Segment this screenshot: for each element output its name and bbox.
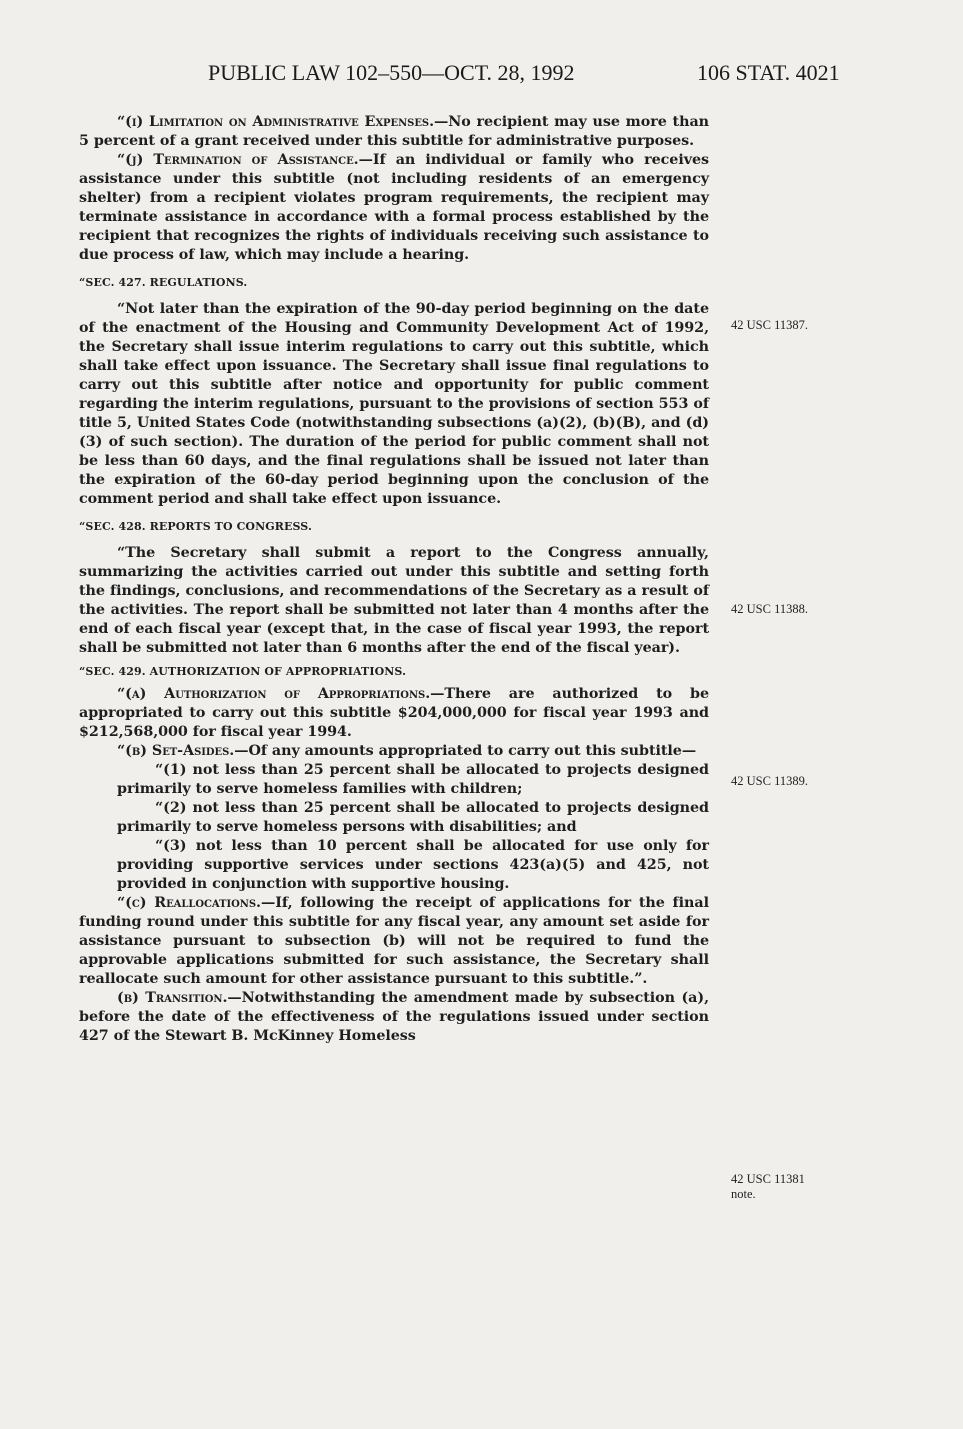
page-header [0, 60, 963, 90]
transition-paragraph [79, 989, 709, 1046]
transition-text: —Notwithstanding the amendment made by subsection (a), before the date of the effectiveness of the regulations issued under section 427 of the Stewart B. McKinney Homeless [79, 990, 710, 1044]
paragraph-j [79, 151, 709, 265]
subsection-b-heading: “(b) Set-Asides. [117, 743, 235, 759]
transition-heading: (b) Transition. [117, 990, 228, 1006]
section-427-heading: “SEC. 427. REGULATIONS. [79, 276, 248, 289]
paragraph-i-heading: “(i) Limitation on Administrative Expenses. [117, 114, 435, 130]
subsection-b-text: —Of any amounts appropriated to carry out this subtitle— [234, 743, 697, 759]
body-text [79, 113, 709, 1046]
paragraph-j-text: —If an individual or family who receives assistance under this subtitle (not including residents of an emergency shelter) from a recipient violates program requirements, the recipient may terminate assistance in accordance with a formal process established by the recipient that recognizes the rights of individuals receiving such assistance to due process of law, which may include a hearing. [79, 152, 709, 263]
header-stat-citation: 106 STAT. 4021 [697, 60, 840, 85]
margin-note-428: 42 USC 11388. [731, 602, 808, 616]
subsection-c-heading: “(c) Reallocations. [117, 895, 261, 911]
margin-note-429: 42 USC 11389. [731, 774, 808, 788]
subsection-a-text: —There are authorized to be appropriated to carry out this subtitle $204,000,000 for fiscal year 1993 and $212,568,000 for fiscal year 1994. [79, 686, 709, 740]
paragraph-i [79, 113, 709, 151]
subsection-a [79, 685, 709, 742]
subsection-c [79, 894, 709, 989]
subsection-b-item-2: “(2) not less than 25 percent shall be allocated to projects designed primarily to serve homeless persons with disabilities; and [117, 800, 709, 835]
subsection-c-text: —If, following the receipt of applications for the final funding round under this subtitle for any fiscal year, any amount set aside for assistance pursuant to subsection (b) will not be required to fund the approvable applications submitted for such assistance, the Secretary shall reallocate such amount for other assistance pursuant to this subtitle.”. [79, 895, 709, 987]
section-428-text: “The Secretary shall submit a report to the Congress annually, summarizing the activities carried out under this subtitle and setting forth the findings, conclusions, and recommendations of the Secretary as a result of the activities. The report shall be submitted not later than 4 months after the end of each fiscal year (except that, in the case of fiscal year 1993, the report shall be submitted not later than 6 months after the end of the fiscal year). [79, 545, 709, 656]
margin-note-transition [731, 1172, 805, 1202]
section-429-heading: “SEC. 429. AUTHORIZATION OF APPROPRIATIONS. [79, 665, 406, 678]
paragraph-j-heading: “(j) Termination of Assistance. [117, 152, 359, 168]
subsection-b-item-1: “(1) not less than 25 percent shall be allocated to projects designed primarily to serve homeless families with children; [117, 762, 709, 797]
section-428-heading: “SEC. 428. REPORTS TO CONGRESS. [79, 520, 312, 533]
subsection-b-item-3: “(3) not less than 10 percent shall be allocated for use only for providing supportive services under sections 423(a)(5) and 425, not provided in conjunction with supportive housing. [117, 838, 709, 892]
margin-note-transition-line-2: note. [731, 1187, 756, 1201]
margin-note-transition-line-1: 42 USC 11381 [731, 1172, 805, 1186]
paragraph-i-text: —No recipient may use more than 5 percent of a grant received under this subtitle for administrative purposes. [79, 114, 709, 149]
margin-note-427: 42 USC 11387. [731, 318, 808, 332]
section-427-text: “Not later than the expiration of the 90-day period beginning on the date of the enactment of the Housing and Community Development Act of 1992, the Secretary shall issue interim regulations to carry out this subtitle, which shall take effect upon issuance. The Secretary shall issue final regulations to carry out this subtitle after notice and opportunity for public comment regarding the interim regulations, pursuant to the provisions of section 553 of title 5, United States Code (notwithstanding subsections (a)(2), (b)(B), and (d)(3) of such section). The duration of the period for public comment shall not be less than 60 days, and the final regulations shall be issued not later than the expiration of the 60-day period beginning upon the conclusion of the comment period and shall take effect upon issuance. [79, 301, 709, 507]
header-title: PUBLIC LAW 102–550—OCT. 28, 1992 [208, 60, 575, 85]
subsection-a-heading: “(a) Authorization of Appropriations. [117, 686, 431, 702]
subsection-b [79, 742, 709, 761]
